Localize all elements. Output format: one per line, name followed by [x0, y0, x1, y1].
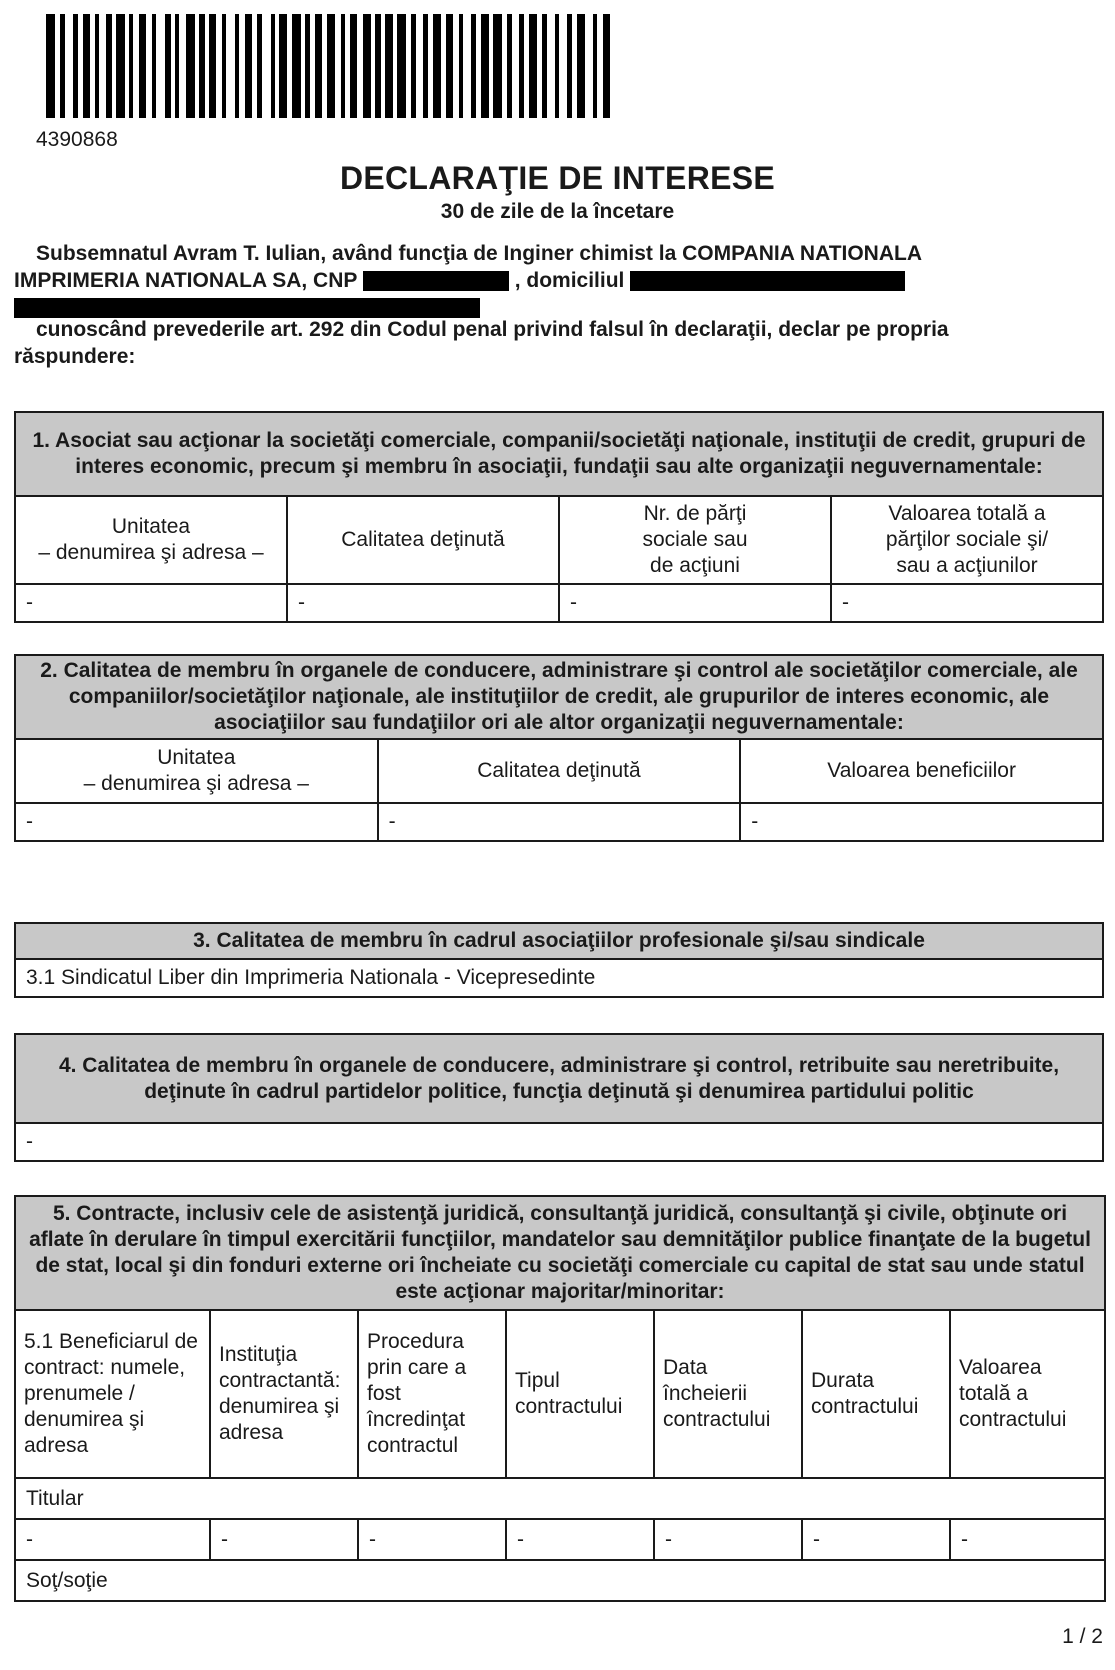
table-row	[15, 959, 1103, 997]
barcode-bar	[446, 14, 453, 118]
table-cell: -	[506, 1519, 654, 1560]
column-header-line: sau a acţiunilor	[896, 554, 1038, 577]
barcode-bar	[83, 14, 90, 118]
barcode-bar	[327, 14, 336, 118]
intro-text: , domiciliul	[514, 269, 625, 292]
redacted-cnp	[363, 271, 509, 291]
barcode-bar	[603, 14, 610, 118]
table-cell: -	[559, 584, 831, 622]
barcode-bar	[186, 14, 195, 118]
table-cell: -	[831, 584, 1103, 622]
barcode-bar	[397, 14, 406, 118]
section-2-table	[14, 654, 1104, 842]
section-1-heading: 1. Asociat sau acţionar la societăţi comerciale, companii/societăţi naţionale, instituţii de credit, grupuri de interes economic, precum şi membru în asociaţii, fundaţii sau alte organizaţii neguvernamentale:	[15, 412, 1103, 496]
column-header-line: Unitatea	[157, 746, 236, 769]
table-cell: -	[802, 1519, 950, 1560]
column-header-line: părţilor sociale şi/	[885, 528, 1049, 551]
document-subtitle: 30 de zile de la încetare	[440, 200, 675, 223]
column-header	[15, 739, 378, 803]
barcode-bar	[179, 14, 186, 118]
barcode-bar	[577, 14, 584, 118]
intro-line	[14, 267, 1104, 294]
section-5-heading: 5. Contracte, inclusiv cele de asistenţă juridică, consultanţă juridică, consultanţă şi civile, obţinute ori aflate în derulare în timpul exercitării funcţiilor, mandatelor sau demnităţilor publice finanţate de la bugetul de stat, local şi din fonduri externe ori încheiate cu societăţi comerciale cu capital de stat sau unde statul este acţionar majoritar/minoritar:	[15, 1196, 1105, 1310]
barcode-bar	[315, 14, 322, 118]
column-header: Valoarea totală a contractului	[950, 1310, 1105, 1478]
column-header: Valoarea beneficiilor	[740, 739, 1103, 803]
barcode-bar	[559, 14, 568, 118]
barcode	[46, 14, 611, 118]
table-cell: -	[15, 1519, 210, 1560]
page-number: 1 / 2	[1062, 1625, 1103, 1648]
column-header-line: de acţiuni	[650, 554, 740, 577]
barcode-bar	[279, 14, 286, 118]
table-cell: -	[740, 803, 1103, 841]
column-header: Tipul contractului	[506, 1310, 654, 1478]
barcode-bar	[226, 14, 235, 118]
column-header-line: Valoarea totală a	[888, 502, 1046, 525]
column-header-line: Unitatea	[111, 515, 191, 538]
section-3-heading: 3. Calitatea de membru în cadrul asociaţiilor profesionale şi/sau sindicale	[15, 923, 1103, 959]
section-5-table	[14, 1195, 1106, 1602]
barcode-bar	[209, 14, 216, 118]
table-cell: -	[15, 803, 378, 841]
table-cell: -	[287, 584, 559, 622]
barcode-bar	[262, 14, 271, 118]
barcode-bar	[385, 14, 392, 118]
section-4-heading: 4. Calitatea de membru în organele de conducere, administrare şi control, retribuite sau neretribuite, deţinute în cadrul partidelor politice, funcţia deţinută şi denumirea partidului politic	[15, 1034, 1103, 1123]
table-cell: 3.1 Sindicatul Liber din Imprimeria Nationala - Vicepresedinte	[15, 959, 1103, 997]
barcode-bar	[363, 14, 372, 118]
table-cell: -	[15, 1123, 1103, 1161]
barcode-bar	[46, 14, 55, 118]
column-header-line: sociale sau	[642, 528, 748, 551]
table-row	[15, 1519, 1105, 1560]
barcode-bar	[292, 14, 301, 118]
barcode-bar	[156, 14, 165, 118]
column-header-line: Nr. de părţi	[643, 502, 747, 525]
intro-line: răspundere:	[14, 345, 136, 368]
column-header	[831, 496, 1103, 584]
barcode-bar	[139, 14, 146, 118]
document-number: 4390868	[36, 128, 118, 151]
barcode-bar	[99, 14, 106, 118]
barcode-bar	[433, 14, 442, 118]
barcode-bar	[493, 14, 502, 118]
group-label-titular: Titular	[15, 1478, 1105, 1519]
column-header: 5.1 Beneficiarul de contract: numele, prenumele / denumirea şi adresa	[15, 1310, 210, 1478]
column-header-line: – denumirea şi adresa –	[38, 541, 264, 564]
table-row	[15, 803, 1103, 841]
column-header: Calitatea deţinută	[378, 739, 741, 803]
column-header: Calitatea deţinută	[287, 496, 559, 584]
table-cell: -	[654, 1519, 802, 1560]
group-label-spouse: Soţ/soţie	[15, 1560, 1105, 1601]
barcode-bar	[65, 14, 74, 118]
intro-line: Subsemnatul Avram T. Iulian, având funcţia de Inginer chimist la COMPANIA NATIONALA	[36, 242, 923, 265]
barcode-bar	[350, 14, 357, 118]
barcode-bar	[512, 14, 519, 118]
section-1-table	[14, 411, 1104, 623]
barcode-bar	[463, 14, 472, 118]
barcode-bar	[116, 14, 125, 118]
barcode-bar	[245, 14, 252, 118]
section-2-heading: 2. Calitatea de membru în organele de conducere, administrare şi control ale societăţilor comerciale, ale companiilor/societăţilor naţionale, ale instituţiilor de credit, ale grupurilor de interes economic, ale asociaţiilor sau fundaţiilor ori ale altor organizaţii neguvernamentale:	[15, 655, 1103, 739]
barcode-bar	[585, 14, 594, 118]
section-4-table	[14, 1033, 1104, 1162]
declaration-statement	[14, 316, 1104, 370]
table-cell: -	[15, 584, 287, 622]
column-header: Procedura prin care a fost încredinţat contractul	[358, 1310, 506, 1478]
table-cell: -	[358, 1519, 506, 1560]
table-cell: -	[210, 1519, 358, 1560]
redacted-address	[630, 271, 905, 291]
barcode-bar	[529, 14, 538, 118]
table-cell: -	[378, 803, 741, 841]
column-header-line: – denumirea şi adresa –	[83, 772, 309, 795]
table-row	[15, 584, 1103, 622]
intro-text: IMPRIMERIA NATIONALA SA, CNP	[14, 269, 358, 292]
barcode-bar	[481, 14, 488, 118]
column-header: Data încheierii contractului	[654, 1310, 802, 1478]
barcode-bar	[416, 14, 423, 118]
column-header	[559, 496, 831, 584]
column-header	[15, 496, 287, 584]
table-cell: -	[950, 1519, 1105, 1560]
column-header: Durata contractului	[802, 1310, 950, 1478]
section-3-table	[14, 922, 1104, 998]
document-title: DECLARAŢIE DE INTERESE	[339, 160, 776, 196]
column-header: Instituţia contractantă: denumirea şi adresa	[210, 1310, 358, 1478]
intro-line: cunoscând prevederile art. 292 din Codul penal privind falsul în declaraţii, declar pe propria	[36, 318, 949, 341]
declaration-intro	[14, 240, 1104, 321]
barcode-bar	[547, 14, 554, 118]
table-row	[15, 1123, 1103, 1161]
